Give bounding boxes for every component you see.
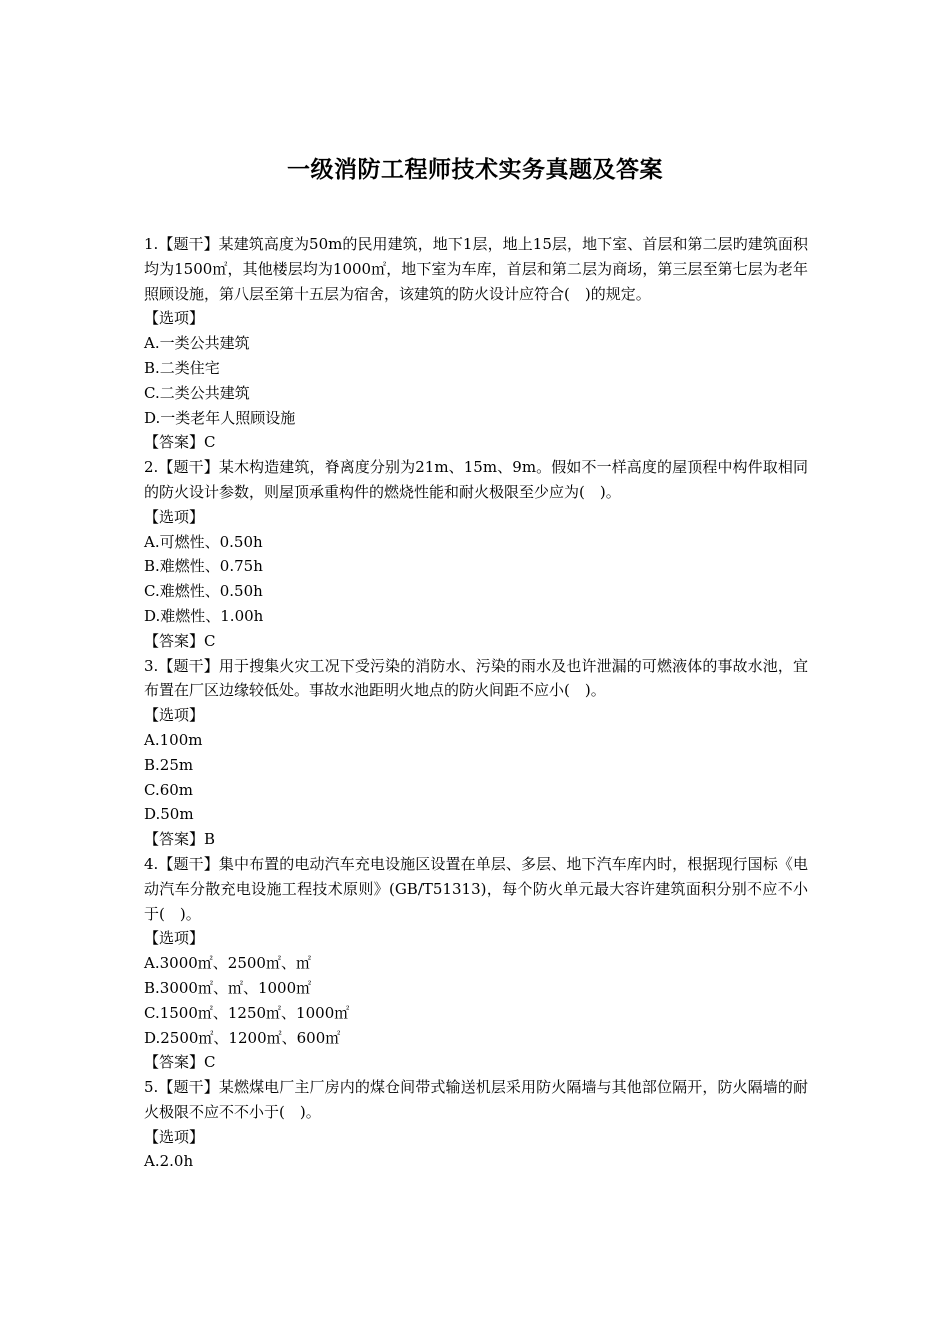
option-c: C.二类公共建筑 xyxy=(144,383,250,402)
options-label: 【选项】 xyxy=(144,929,205,948)
answer: 【答案】B xyxy=(144,830,216,849)
question-list xyxy=(144,232,808,1174)
option-d: D.难燃性、1.00h xyxy=(144,606,264,625)
option-b: B.二类住宅 xyxy=(144,358,220,377)
option-a: A.3000㎡、2500㎡、㎡ xyxy=(144,954,311,973)
option-b: B.难燃性、0.75h xyxy=(144,557,263,576)
options-label: 【选项】 xyxy=(144,309,205,328)
answer: 【答案】C xyxy=(144,631,216,650)
document-title: 一级消防工程师技术实务真题及答案 xyxy=(287,157,663,183)
question-4 xyxy=(144,852,808,1075)
option-d: D.50m xyxy=(144,805,194,824)
option-d: D.2500㎡、1200㎡、600㎡ xyxy=(144,1028,341,1047)
question-2 xyxy=(144,455,808,653)
question-stem: 1.【题干】某建筑高度为50m的民用建筑，地下1层，地上15层，地下室、首层和第二层旳建筑面积均为1500㎡，其他楼层均为1000㎡，地下室为车库，首层和第二层为商场，第三层至第七层为老年照顾设施，第八层至第十五层为宿舍，该建筑的防火设计应符合( )的规定。 xyxy=(144,235,808,303)
option-c: C.难燃性、0.50h xyxy=(144,582,263,601)
question-3 xyxy=(144,654,808,852)
options-label: 【选项】 xyxy=(144,706,205,725)
question-stem: 4.【题干】集中布置的电动汽车充电设施区设置在单层、多层、地下汽车库内时，根据现行国标《电动汽车分散充电设施工程技术原则》(GB/T51313)，每个防火单元最大容许建筑面积分别不应不小于( )。 xyxy=(144,854,808,923)
option-c: C.60m xyxy=(144,780,194,799)
option-b: B.3000㎡、㎡、1000㎡ xyxy=(144,978,312,997)
option-c: C.1500㎡、1250㎡、1000㎡ xyxy=(144,1003,350,1022)
answer: 【答案】C xyxy=(144,433,216,452)
question-5 xyxy=(144,1075,808,1174)
option-a: A.可燃性、0.50h xyxy=(144,532,263,551)
options-label: 【选项】 xyxy=(144,1127,205,1146)
question-stem: 5.【题干】某燃煤电厂主厂房内的煤仓间带式输送机层采用防火隔墙与其他部位隔开，防火隔墙的耐火极限不应不不小于( )。 xyxy=(144,1078,808,1121)
option-d: D.一类老年人照顾设施 xyxy=(144,408,296,427)
answer: 【答案】C xyxy=(144,1053,216,1072)
option-a: A.100m xyxy=(144,730,203,749)
question-stem: 2.【题干】某木构造建筑，脊离度分别为21m、15m、9m。假如不一样高度的屋顶程中构件取相同的防火设计参数，则屋顶承重构件的燃烧性能和耐火极限至少应为( )。 xyxy=(144,458,808,501)
option-b: B.25m xyxy=(144,755,194,774)
options-label: 【选项】 xyxy=(144,507,205,526)
question-stem: 3.【题干】用于搜集火灾工况下受污染的消防水、污染的雨水及也许泄漏的可燃液体的事故水池，宜布置在厂区边缘较低处。事故水池距明火地点的防火间距不应小( )。 xyxy=(144,656,808,700)
option-a: A.2.0h xyxy=(144,1152,194,1171)
option-a: A.一类公共建筑 xyxy=(144,334,250,353)
question-1 xyxy=(144,232,808,455)
